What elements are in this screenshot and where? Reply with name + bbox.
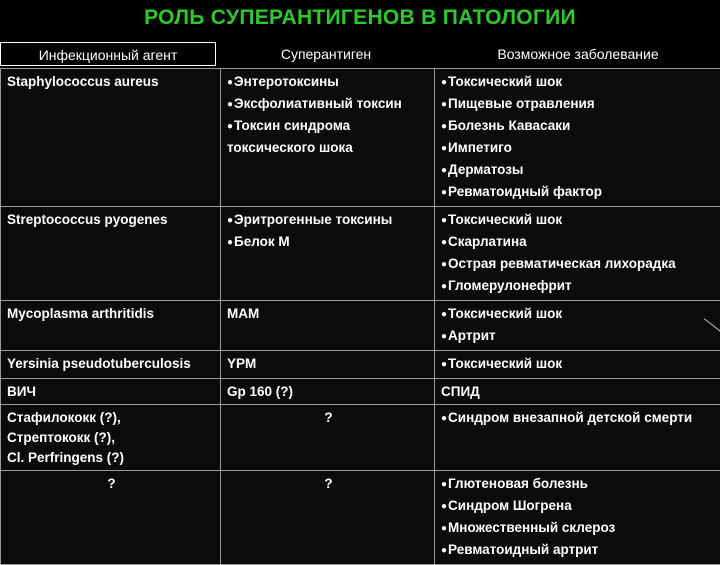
disease-item: ● Синдром Шогрена [441, 496, 716, 518]
cell-agent [1, 351, 221, 379]
cell-disease [435, 301, 720, 351]
disease-item: ● Токсический шок [441, 72, 716, 94]
disease-item: ● Скарлатина [441, 232, 716, 254]
cell-disease [435, 69, 720, 207]
table-row [1, 405, 720, 471]
agent-line: Streptococcus pyogenes [7, 210, 216, 230]
cell-antigen [221, 405, 435, 471]
antigen-item: YPM [227, 354, 430, 374]
agent-line: ВИЧ [7, 382, 216, 402]
table-row [1, 207, 720, 301]
cell-antigen [221, 471, 435, 565]
cell-agent [1, 301, 221, 351]
disease-item: ● Пищевые отравления [441, 94, 716, 116]
agent-line: ? [7, 474, 216, 494]
antigen-item: Gp 160 (?) [227, 382, 430, 402]
cell-antigen [221, 379, 435, 405]
cell-disease [435, 351, 720, 379]
agent-line: Staphylococcus aureus [7, 72, 216, 92]
header-possible-disease: Возможное заболевание [436, 42, 720, 66]
agent-line: Mycoplasma arthritidis [7, 304, 216, 324]
antigen-item: ● Эксфолиативный токсин [227, 94, 430, 116]
antigen-item: ● Энтеротоксины [227, 72, 430, 94]
disease-item: ● Дерматозы [441, 160, 716, 182]
cell-disease [435, 471, 720, 565]
cell-agent [1, 207, 221, 301]
disease-item: СПИД [441, 382, 716, 402]
cell-disease [435, 405, 720, 471]
table-row [1, 379, 720, 405]
cell-antigen [221, 351, 435, 379]
antigen-item: МАМ [227, 304, 430, 324]
antigen-item: ? [227, 474, 430, 494]
cell-agent [1, 379, 221, 405]
antigen-item: ● Эритрогенные токсины [227, 210, 430, 232]
cell-disease [435, 379, 720, 405]
agent-line: Cl. Perfringens (?) [7, 448, 216, 468]
disease-item: ● Ревматоидный фактор [441, 182, 716, 204]
table-row [1, 471, 720, 565]
cell-agent [1, 405, 221, 471]
antigen-item: ● Токсин синдрома токсического шока [227, 116, 430, 158]
agent-line: Стафилококк (?), [7, 408, 216, 428]
cell-antigen [221, 207, 435, 301]
cell-agent [1, 471, 221, 565]
disease-item: ● Токсический шок [441, 354, 716, 376]
agent-line: Yersinia pseudotuberculosis [7, 354, 216, 374]
header-superantigen: Суперантиген [216, 42, 436, 66]
table-row [1, 351, 720, 379]
cell-agent [1, 69, 221, 207]
page-title: РОЛЬ СУПЕРАНТИГЕНОВ В ПАТОЛОГИИ [0, 6, 720, 30]
antigen-item: ? [227, 408, 430, 428]
table-row [1, 301, 720, 351]
disease-item: ● Гломерулонефрит [441, 276, 716, 298]
cell-antigen [221, 69, 435, 207]
cell-antigen [221, 301, 435, 351]
table-row [1, 69, 720, 207]
disease-item: ● Артрит [441, 326, 716, 348]
disease-item: ● Болезнь Кавасаки [441, 116, 716, 138]
disease-item: ● Глютеновая болезнь [441, 474, 716, 496]
disease-item: ● Токсический шок [441, 210, 716, 232]
disease-item: ● Множественный склероз [441, 518, 716, 540]
header-infectious-agent: Инфекционный агент [0, 42, 216, 66]
disease-item: ● Острая ревматическая лихорадка [441, 254, 716, 276]
disease-item: ● Синдром внезапной детской смерти [441, 408, 716, 430]
superantigen-table [0, 68, 720, 565]
disease-item: ● Ревматоидный артрит [441, 540, 716, 562]
antigen-item: ● Белок М [227, 232, 430, 254]
agent-line: Стрептококк (?), [7, 428, 216, 448]
disease-item: ● Импетиго [441, 138, 716, 160]
disease-item: ● Токсический шок [441, 304, 716, 326]
cell-disease [435, 207, 720, 301]
